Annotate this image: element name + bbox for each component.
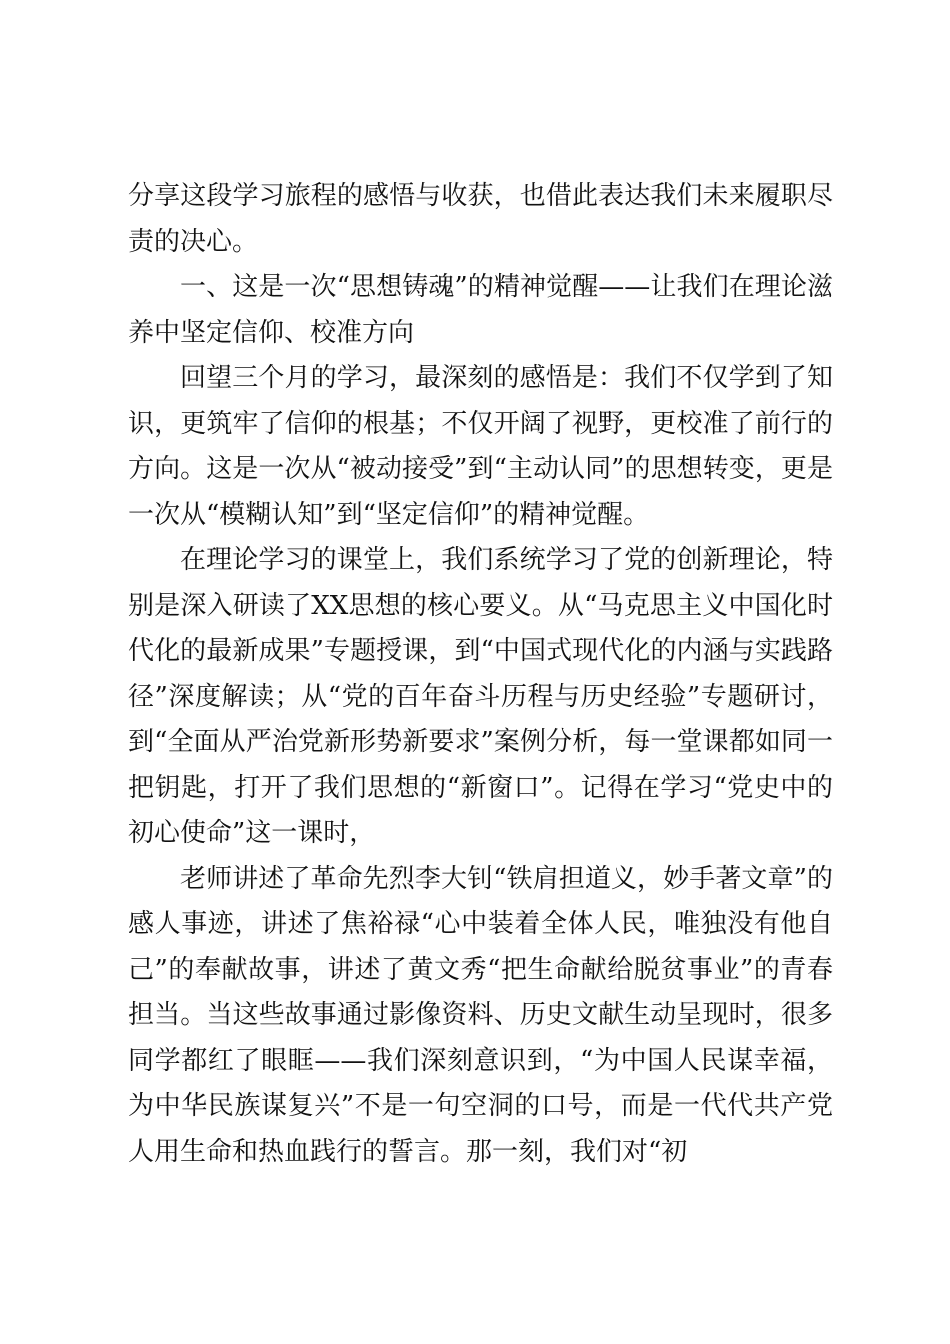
document-body [128, 174, 833, 1175]
section-heading: 一、这是一次“思想铸魂”的精神觉醒——让我们在理论滋养中坚定信仰、校准方向 [128, 272, 833, 348]
paragraph-intro-continuation: 分享这段学习旅程的感悟与收获，也借此表达我们未来履职尽责的决心。 [128, 181, 833, 257]
paragraph-theory: 在理论学习的课堂上，我们系统学习了党的创新理论，特别是深入研读了XX思想的核心要义。从“马克思主义中国化时代化的最新成果”专题授课，到“中国式现代化的内涵与实践路径”深度解读；从“党的百年奋斗历程与历史经验”专题研讨，到“全面从严治党新形势新要求”案例分析，每一堂课都如同一把钥匙，打开了我们思想的“新窗口”。记得在学习“党史中的初心使命”这一课时， [128, 545, 833, 848]
paragraph-stories: 老师讲述了革命先烈李大钊“铁肩担道义，妙手著文章”的感人事迹，讲述了焦裕禄“心中装着全体人民，唯独没有他自己”的奉献故事，讲述了黄文秀“把生命献给脱贫事业”的青春担当。当这些故事通过影像资料、历史文献生动呈现时，很多同学都红了眼眶——我们深刻意识到，“为中国人民谋幸福，为中华民族谋复兴”不是一句空洞的口号，而是一代代共产党人用生命和热血践行的誓言。那一刻，我们对“初 [128, 863, 833, 1167]
paragraph-review: 回望三个月的学习，最深刻的感悟是：我们不仅学到了知识，更筑牢了信仰的根基；不仅开阔了视野，更校准了前行的方向。这是一次从“被动接受”到“主动认同”的思想转变，更是一次从“模糊认知”到“坚定信仰”的精神觉醒。 [128, 363, 833, 530]
